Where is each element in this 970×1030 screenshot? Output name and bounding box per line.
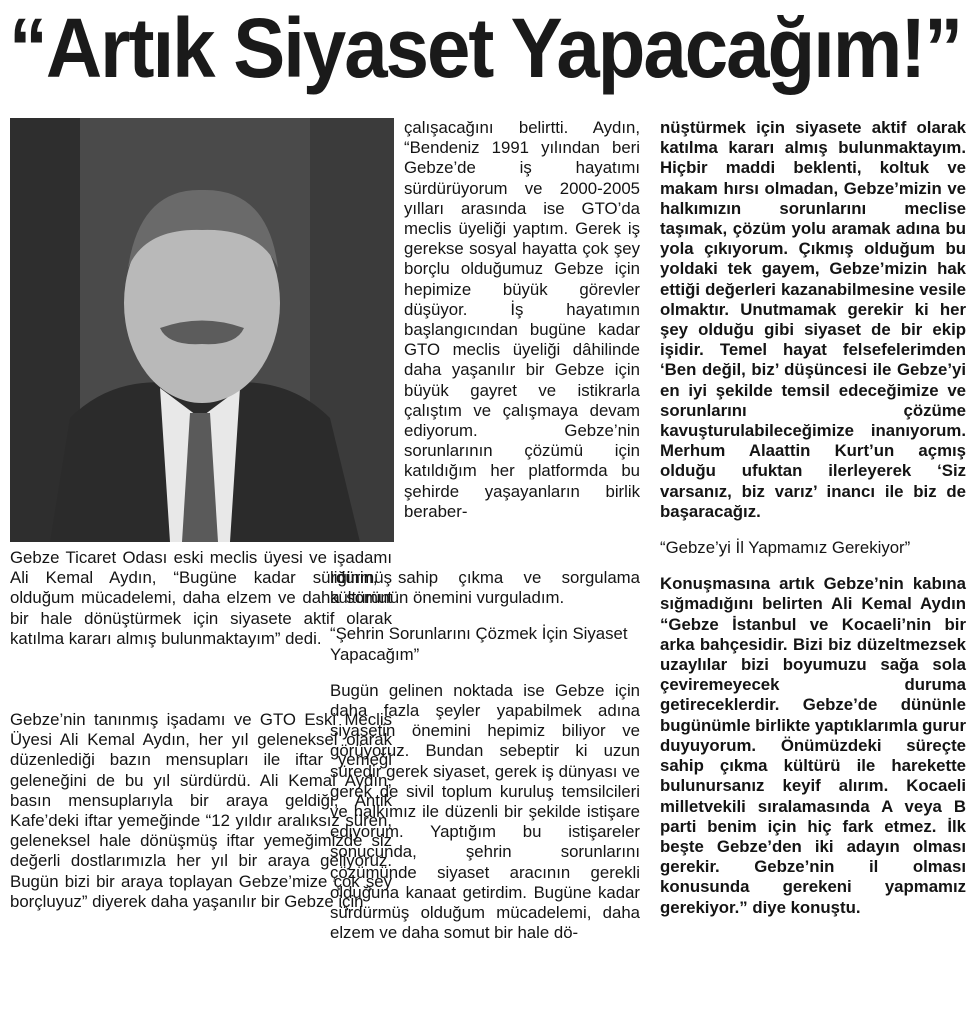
article-column-2-top: çalışacağını belirtti. Aydın, “Bendeniz 1991 yılından beri Gebze’de iş hayatımı sürdürüyorum ve 2000-2005 yılları arasında ise GTO’da meclis üyeliği yaptım. Gerek iş gerekse sosyal hayatta çok şey borçlu olduğumuz Gebze için hepimize büyük görevler düşüyor. İş hayatımın başlangıcından bugüne kadar GTO meclis üyeliği dâhilinde daha yaşanılır bir Gebze için büyük gayret ve istikrarla çalıştım ve çalışmaya devam ediyorum. Gebze’nin sorunlarının çözümü için katıldığım her platformda bu şehirde yaşayanların birlik beraber-: [404, 118, 640, 521]
article-column-3: [660, 118, 966, 918]
portrait-photo-icon: [10, 118, 394, 542]
subheading-gebze-il: “Gebze’yi İl Yapmamız Gerekiyor”: [660, 538, 911, 558]
article-column-1: Gebze’nin tanınmış işadamı ve GTO Eski Meclis Üyesi Ali Kemal Aydın, her yıl geleneksel olarak düzenlediği bazın mensupları ile iftar yemeği geleneğini de bu yıl sürdürdü. Ali Kemal Aydın, basın mensuplarıyla bir araya geldiği, Antik Kafe’deki iftar yemeğinde “12 yıldır aralıksız süren, geleneksel hale dönüşmüş iftar yemeğimizde siz değerli dostlarımızla her yıl bir araya geliyoruz. Bugün bizi bir araya toplayan Gebze’mize çok şey borçluyuz” diyerek daha yaşanılır bir Gebze için: [10, 710, 392, 911]
photo-caption: Gebze Ticaret Odası eski meclis üyesi ve işadamı Ali Kemal Aydın, “Bugüne kadar sürdürmüş olduğum mücadelemi, daha elzem ve daha somut bir hale dönüştürmek için siyasete aktif olarak katılma kararı almış bulunmaktayım” dedi.: [10, 548, 392, 648]
article-column-2-lower: [330, 568, 640, 943]
headline: “Artık Siyaset Yapacağım!”: [8, 0, 962, 96]
subheading-sehrin-sorunlari: “Şehrin Sorunlarını Çözmek İçin Siyaset Yapacağım”: [330, 624, 628, 664]
column-3-body: Konuşmasına artık Gebze’nin kabına sığmadığını belirten Ali Kemal Aydın “Gebze İstanbul ve Kocaeli’nin bir arka bahçesidir. Bizi biz düzeltmezsek uzaylılar bizi boyumuzu sağa sola çeviremeyecek duruma getireceklerdir. Gebze’de dününle bugünümle birlikte yaptıklarımla gurur duyuyorum. Önümüzdeki süreçte sahip çıkma kültürü ile harekette bulunursanız keyif alırım. Kocaeli milletvekili sıralamasında A veya B parti benim için hiç fark etmez. İlk beşte Gebze’den iki adayın olması gerekir. Gebze’nin il olması konusunda gerekeni yapmamız gerekiyor.” diye konuştu.: [660, 574, 966, 917]
column-3-top: nüştürmek için siyasete aktif olarak katılma kararı almış bulunmaktayım. Hiçbir maddi beklenti, koltuk ve makam hırsı olmadan, Gebze’mizin ve halkımızın sorunlarını meclise taşımak, çözüm yolu aramak adına bu yola çıkıyorum. Çıkmış olduğum bu yoldaki tek gayem, Gebze’mizin hak ettiği değerleri kazanabilmesine vesile olmaktır. Unutmamak gerekir ki her şey olduğu gibi siyaset de bir ekip işidir. Temel hayat felsefelerimden ‘Ben değil, biz’ düşüncesi ile Gebze’yi en iyi şekilde temsil edeceğimize ve sorunlarını çözüme kavuşturulabileceğimize inanıyorum. Merhum Alaattin Kurt’un açmış olduğu ufuktan ilerleyerek ‘Siz varsanız, biz varız’ inancı ile biz de başaracağız.: [660, 118, 966, 521]
column-2-body: Bugün gelinen noktada ise Gebze için daha fazla şeyler yapabilmek adına siyasetin önemini hepimiz biliyor ve görüyoruz. Bundan sebeptir ki uzun süredir gerek siyaset, gerek iş dünyası ve gerek de sivil toplum kuruluş temsilcileri ve halkımız ile düzenli bir şekilde istişare ediyorum. Yaptığım bu istişareler sonucunda, şehrin sorunlarını çözümünde siyaset aracının gerekli olduğuna kanaat getirdim. Bugüne kadar sürdürmüş olduğum mücadelemi, daha elzem ve daha somut bir hale dö-: [330, 680, 640, 943]
portrait-photo: [10, 118, 394, 542]
column-2-continuation: liğinin, sahip çıkma ve sorgulama kültürünün önemini vurguladım.: [330, 568, 640, 608]
